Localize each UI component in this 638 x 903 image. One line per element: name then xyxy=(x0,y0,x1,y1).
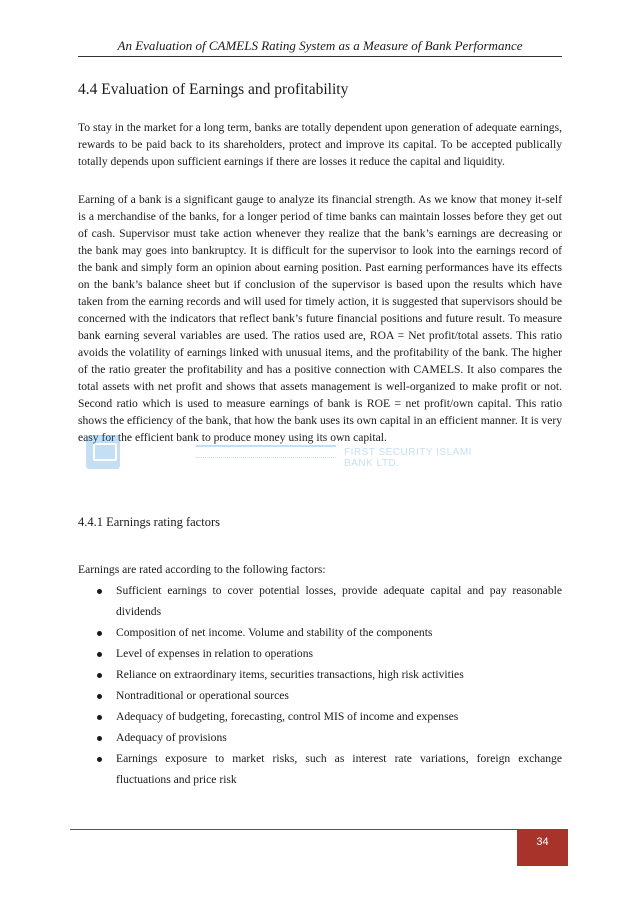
header-rule xyxy=(78,56,562,57)
list-item: Level of expenses in relation to operations xyxy=(78,643,562,664)
list-item: Earnings exposure to market risks, such as interest rate variations, foreign exchange fluctuations and price risk xyxy=(78,748,562,790)
list-item: Composition of net income. Volume and stability of the components xyxy=(78,622,562,643)
list-item: Reliance on extraordinary items, securities transactions, high risk activities xyxy=(78,664,562,685)
intro-paragraph: To stay in the market for a long term, banks are totally dependent upon generation of adequate earnings, rewards to be paid back to its shareholders, protect and improve its capital. To be accepted publically totally depends upon sufficient earnings if there are losses it reduce the capital and liquidity. xyxy=(78,121,562,168)
subsection-heading: 4.4.1 Earnings rating factors xyxy=(78,515,220,529)
list-item: Adequacy of budgeting, forecasting, control MIS of income and expenses xyxy=(78,706,562,727)
section-heading: 4.4 Evaluation of Earnings and profitability xyxy=(78,81,349,98)
earnings-paragraph: Earning of a bank is a significant gauge to analyze its financial strength. As we know that money it-self is a merchandise of the banks, for a longer period of time banks can maintain losses before they get out of cash. Supervisor must take action whenever they realize that the bank’s earnings are decreasing or the bank may goes into bankruptcy. It is difficult for the supervisor to look into the earnings record of the bank and simply form an opinion about earning position. Past earning performances have its effects on the bank’s balance sheet but if conclusion of the supervisor is based upon the results which have taken from the earning records and will used for timely action, it is suggested that supervisors should be concerned with the indicators that reflect bank’s future financial positions and future result. To measure bank earning several variables are used. The ratios used are, ROA = Net profit/total assets. This ratio avoids the volatility of earnings linked with unusual items, and the profitability of the bank. The higher of the ratio greater the profitability and has a positive connection with CAMELS. It also compares the total assets with net profit and shows that assets management is well-organized to make profit or not. Second ratio which is used to measure earnings of bank is ROE = net profit/own capital. This ratio shows the efficiency of the bank, that how the bank uses its own capital in an efficient manner. It is very easy for the efficient bank to produce money using its own capital. xyxy=(78,193,562,444)
watermark-script xyxy=(196,445,336,458)
page-number: 34 xyxy=(517,829,568,866)
list-item: Adequacy of provisions xyxy=(78,727,562,748)
factors-intro: Earnings are rated according to the following factors: xyxy=(78,563,326,576)
running-header: An Evaluation of CAMELS Rating System as a Measure of Bank Performance xyxy=(117,38,523,53)
factor-list xyxy=(78,580,562,790)
list-item: Sufficient earnings to cover potential losses, provide adequate capital and pay reasonable dividends xyxy=(78,580,562,622)
list-item: Nontraditional or operational sources xyxy=(78,685,562,706)
footer-rule xyxy=(70,829,568,830)
watermark-text: FIRST SECURITY ISLAMI BANK LTD. xyxy=(344,447,472,469)
